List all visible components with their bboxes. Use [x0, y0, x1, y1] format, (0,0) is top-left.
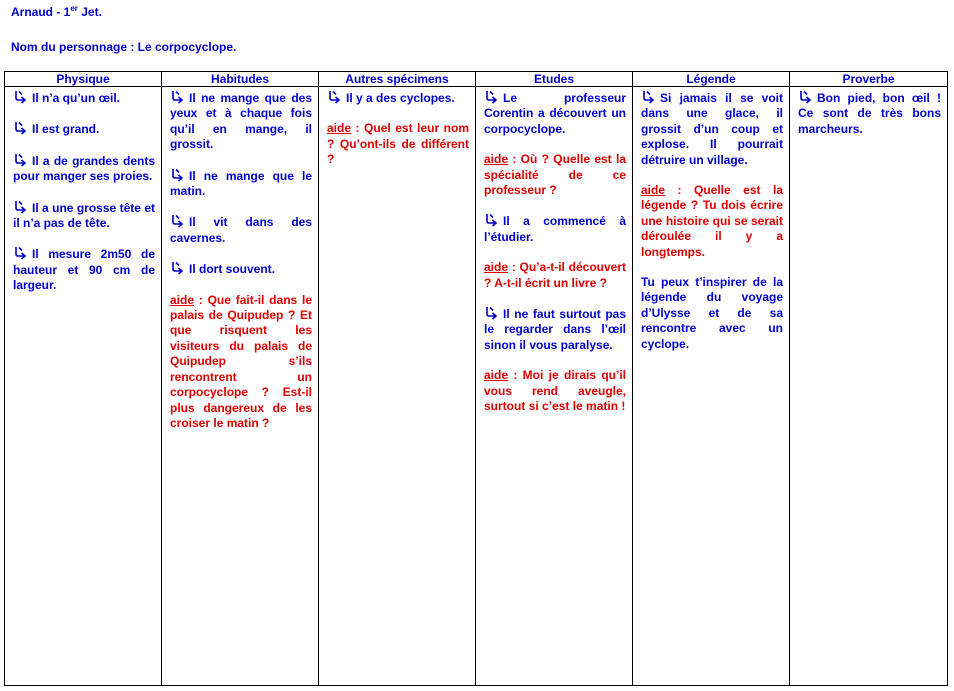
- bullet-item: [641, 90, 783, 168]
- column-header-autres-specimens: Autres spécimens: [319, 72, 476, 87]
- bent-arrow-icon: [13, 153, 28, 167]
- bent-arrow-icon: [170, 168, 185, 182]
- note-text: Tu peux t’inspirer de la légende du voyage d’Ulysse et de sa rencontre avec un cyclope.: [641, 275, 783, 351]
- bent-arrow-icon: [327, 90, 342, 104]
- bullet-text: Il ne faut surtout pas le regarder dans l’œil sinon il vous paralyse.: [484, 307, 626, 352]
- bullet-item: [484, 213, 626, 245]
- cell-etudes: [476, 87, 633, 686]
- help-note: [327, 121, 469, 167]
- bent-arrow-icon: [13, 90, 28, 104]
- bullet-item: [170, 261, 312, 277]
- column-header-physique: Physique: [5, 72, 162, 87]
- bullet-item: [170, 90, 312, 153]
- help-label: aide: [484, 152, 509, 167]
- bent-arrow-icon: [641, 90, 656, 104]
- help-note: [484, 368, 626, 414]
- bullet-item: [798, 90, 941, 137]
- bent-arrow-icon: [327, 90, 342, 104]
- bullet-item: [13, 153, 155, 185]
- bent-arrow-icon: [13, 200, 28, 214]
- bent-arrow-icon: [13, 153, 28, 167]
- author-name: Arnaud - 1: [11, 5, 71, 19]
- bullet-item: [13, 90, 155, 106]
- character-table: [4, 71, 948, 686]
- bent-arrow-icon: [170, 261, 185, 275]
- column-header-proverbe: Proverbe: [790, 72, 948, 87]
- bullet-item: [13, 121, 155, 137]
- bullet-text: Il est grand.: [32, 122, 100, 137]
- bullet-text: Il a commencé à l’étudier.: [484, 214, 626, 244]
- bullet-text: Il y a des cyclopes.: [346, 91, 455, 105]
- bullet-text: Il a de grandes dents pour manger ses proies.: [13, 153, 155, 184]
- bent-arrow-icon: [170, 168, 185, 182]
- bent-arrow-icon: [798, 90, 813, 104]
- bullet-text: Il ne mange que le matin.: [170, 168, 312, 199]
- cell-physique: [5, 87, 162, 686]
- bent-arrow-icon: [484, 213, 499, 227]
- cell-autres-specimens: [319, 87, 476, 686]
- help-note: [170, 293, 312, 432]
- cell-legende: [633, 87, 790, 686]
- help-note: [484, 152, 626, 198]
- bent-arrow-icon: [484, 90, 499, 104]
- author-superscript: er: [70, 4, 78, 13]
- bent-arrow-icon: [484, 90, 499, 104]
- bullet-item: [327, 90, 469, 106]
- suggestion-note: [641, 275, 783, 352]
- column-header-habitudes: Habitudes: [162, 72, 319, 87]
- bullet-text: Si jamais il se voit dans une glace, il grossit d’un coup et explose. Il pourrait détruire un village.: [641, 91, 783, 167]
- table-header-row: [5, 72, 948, 87]
- bullet-text: Il mesure 2m50 de hauteur et 90 cm de largeur.: [13, 247, 155, 293]
- help-text: : Qu’a-t-il découvert ? A-t-il écrit un livre ?: [484, 260, 626, 290]
- bullet-text: Le professeur Corentin a découvert un corpocyclope.: [484, 91, 626, 136]
- help-text: : Moi je dirais qu’il vous rend aveugle, surtout si c’est le matin !: [484, 368, 626, 414]
- bent-arrow-icon: [484, 213, 499, 227]
- bent-arrow-icon: [484, 306, 499, 320]
- author-suffix: Jet.: [77, 5, 102, 19]
- bullet-text: Il ne mange que des yeux et à chaque fois qu’il en mange, il grossit.: [170, 91, 312, 152]
- bent-arrow-icon: [170, 214, 185, 228]
- bullet-text: Il a une grosse tête et il n’a pas de tête.: [13, 200, 155, 231]
- bullet-item: [170, 214, 312, 246]
- bent-arrow-icon: [484, 306, 499, 320]
- help-text: : Quel est leur nom ? Qu’ont-ils de différent ?: [327, 121, 469, 167]
- bent-arrow-icon: [13, 121, 28, 135]
- help-label: aide: [327, 121, 352, 136]
- character-name-line: Nom du personnage : Le corpocyclope.: [11, 40, 237, 54]
- column-header-etudes: Etudes: [476, 72, 633, 87]
- bent-arrow-icon: [13, 200, 28, 214]
- table-body-row: [5, 87, 948, 686]
- bullet-item: [484, 90, 626, 137]
- bullet-text: Il n’a qu’un œil.: [32, 91, 120, 105]
- bullet-text: Bon pied, bon œil ! Ce sont de très bons marcheurs.: [798, 91, 941, 136]
- cell-habitudes: [162, 87, 319, 686]
- bullet-item: [13, 200, 155, 232]
- bent-arrow-icon: [641, 90, 656, 104]
- bullet-item: [170, 168, 312, 200]
- bent-arrow-icon: [13, 246, 28, 260]
- help-label: aide: [170, 292, 195, 307]
- bent-arrow-icon: [170, 90, 185, 104]
- bullet-item: [484, 306, 626, 353]
- help-label: aide: [484, 260, 509, 275]
- bullet-text: Il dort souvent.: [189, 262, 276, 277]
- help-label: aide: [484, 368, 509, 383]
- bent-arrow-icon: [13, 90, 28, 104]
- bent-arrow-icon: [170, 90, 185, 104]
- author-line: [11, 4, 102, 19]
- help-note: [484, 260, 626, 291]
- help-note: [641, 183, 783, 260]
- bullet-item: [13, 246, 155, 293]
- help-text: : Quelle est la légende ? Tu dois écrire une histoire qui se serait déroulée il y a longtemps.: [641, 183, 783, 259]
- bent-arrow-icon: [170, 261, 185, 275]
- bent-arrow-icon: [170, 214, 185, 228]
- bullet-text: Il vit dans des cavernes.: [170, 215, 312, 245]
- cell-proverbe: [790, 87, 948, 686]
- help-label: aide: [641, 183, 666, 198]
- help-text: : Que fait-il dans le palais de Quipudep ? Et que risquent les visiteurs du palais de Quipudep s’ils rencontrent un corpocyclope ? Est-il plus dangereux de les croiser le matin ?: [170, 292, 312, 430]
- help-text: : Où ? Quelle est la spécialité de ce professeur ?: [484, 152, 626, 198]
- bent-arrow-icon: [13, 121, 28, 135]
- column-header-legende: Légende: [633, 72, 790, 87]
- bent-arrow-icon: [13, 246, 28, 260]
- bent-arrow-icon: [798, 90, 813, 104]
